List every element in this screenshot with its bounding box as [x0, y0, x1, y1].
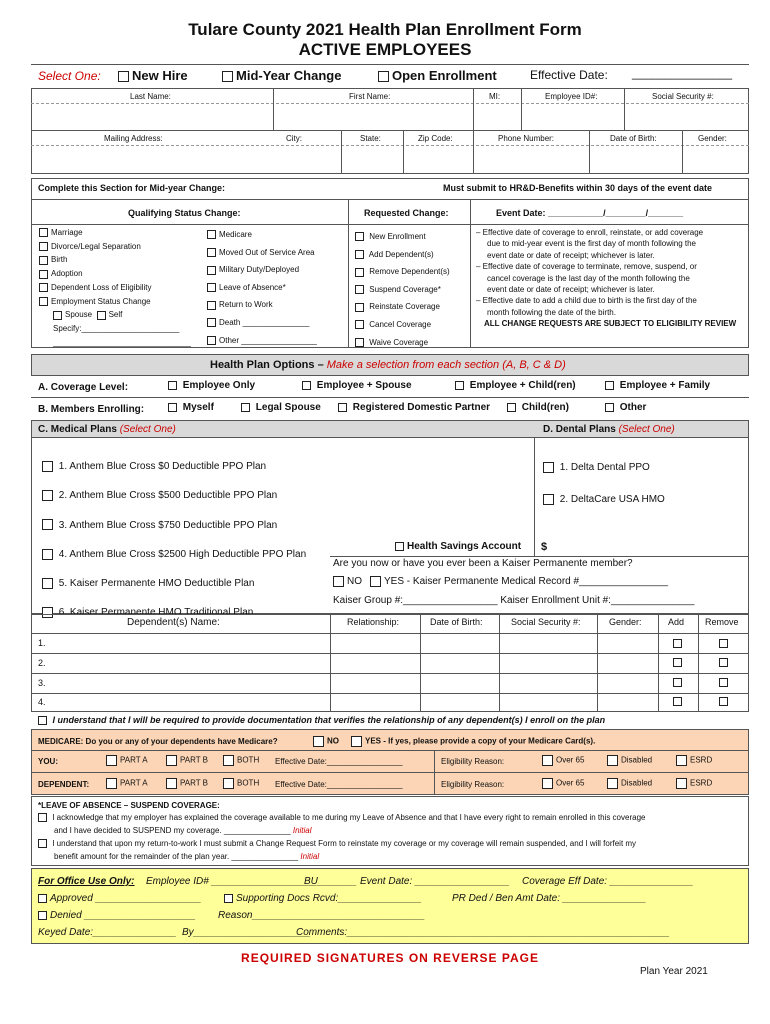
request-item[interactable]: Suspend Coverage* [355, 281, 450, 299]
ssn-label: Social Security #: [652, 92, 714, 101]
request-item[interactable]: Waive Coverage [355, 334, 450, 352]
coverage-option[interactable]: Employee + Child(ren) [455, 380, 576, 391]
medical-plan-option[interactable]: 6. Kaiser Permanente HMO Traditional Plan [42, 598, 306, 627]
office-use-label: For Office Use Only: [38, 876, 135, 887]
dep-part-b[interactable]: PART B [166, 778, 208, 789]
self-option[interactable]: Self [97, 310, 123, 319]
request-item[interactable]: New Enrollment [355, 228, 450, 246]
new-hire-option[interactable]: New Hire [118, 68, 188, 83]
options-heading: Health Plan Options – Make a selection from each section (A, B, C & D) [210, 359, 566, 371]
loa-ack-2[interactable]: I understand that upon my return-to-work I must submit a Change Request Form to reinstate my coverage or my coverage will remain suspended, and I will forfeit my [38, 839, 636, 848]
qual-item[interactable]: Adoption [39, 267, 191, 281]
loa-initial-1[interactable]: and I have decided to SUSPEND my coverage. _______________ Initial [54, 826, 312, 835]
signature-notice: REQUIRED SIGNATURES ON REVERSE PAGE [241, 951, 539, 965]
dep-row-number: 3. [38, 678, 46, 688]
mid-year-option[interactable]: Mid-Year Change [222, 68, 341, 83]
first-name-label: First Name: [349, 92, 391, 101]
specify-field[interactable]: Specify:______________________ [53, 323, 180, 333]
qual-item[interactable]: Birth [39, 253, 191, 267]
requested-list [355, 228, 450, 351]
dep-add-header: Add [668, 617, 685, 627]
you-esrd[interactable]: ESRD [676, 755, 712, 766]
qual-item[interactable]: Military Duty/Deployed [207, 261, 317, 279]
dep-gender-header: Gender: [609, 617, 642, 627]
loa-initial-2[interactable]: benefit amount for the remainder of the plan year. _______________ Initial [54, 852, 320, 861]
form-subtitle: ACTIVE EMPLOYEES [298, 40, 472, 59]
medical-plan-option[interactable]: 5. Kaiser Permanente HMO Deductible Plan [42, 569, 306, 598]
medical-plan-list [42, 452, 306, 628]
mailing-address-label: Mailing Address: [104, 134, 163, 143]
office-denied[interactable]: Denied ____________________ [38, 910, 196, 921]
medicare-no[interactable]: NO [313, 736, 339, 747]
effective-date-label: Effective Date: [530, 68, 608, 82]
dep-disabled[interactable]: Disabled [607, 778, 652, 789]
office-coverage-date[interactable]: Coverage Eff Date: _______________ [522, 876, 694, 887]
member-option[interactable]: Myself [168, 402, 214, 413]
gender-label: Gender: [698, 134, 727, 143]
dep-remove-header: Remove [705, 617, 739, 627]
request-item[interactable]: Remove Dependent(s) [355, 263, 450, 281]
dependent-label: DEPENDENT: [38, 780, 90, 789]
dep-relationship-header: Relationship: [347, 617, 400, 627]
dental-plan-option[interactable]: 2. DeltaCare USA HMO [543, 494, 665, 505]
medical-plan-option[interactable]: 1. Anthem Blue Cross $0 Deductible PPO Plan [42, 452, 306, 481]
you-part-a[interactable]: PART A [106, 755, 148, 766]
event-date-field[interactable]: Event Date: ___________/________/_______ [496, 208, 684, 218]
you-eligibility-label: Eligibility Reason: [441, 757, 505, 766]
dep-remove-checkbox[interactable] [719, 696, 731, 706]
select-one-label: Select One: [38, 69, 101, 83]
qual-item[interactable]: Employment Status Change [39, 295, 191, 309]
dep-add-checkbox[interactable] [673, 638, 685, 648]
dep-dob-header: Date of Birth: [430, 617, 483, 627]
you-label: YOU: [38, 757, 58, 766]
qual-item[interactable]: Moved Out of Service Area [207, 244, 317, 262]
requested-header: Requested Change: [364, 208, 449, 218]
qualifying-list-2 [207, 226, 317, 349]
request-item[interactable]: Reinstate Coverage [355, 298, 450, 316]
loa-ack-1[interactable]: I acknowledge that my employer has explained the coverage available to me during my Leave of Absence and that I have every right to remain enrolled in this coverage [38, 813, 645, 822]
qual-item[interactable]: Other _________________ [207, 332, 317, 350]
dep-over65[interactable]: Over 65 [542, 778, 584, 789]
dep-effective-date[interactable]: Effective Date:_________________ [275, 780, 403, 789]
medicare-yes[interactable]: YES - If yes, please provide a copy of your Medicare Card(s). [351, 736, 595, 747]
kaiser-yes-option[interactable]: YES - Kaiser Permanente Medical Record #________________ [370, 576, 668, 587]
kaiser-no-option[interactable]: NO [333, 576, 362, 587]
dep-both[interactable]: BOTH [223, 778, 259, 789]
specify-field-2[interactable]: _______________________________ [53, 337, 191, 347]
spouse-option[interactable]: Spouse [53, 310, 92, 319]
coverage-level-label: A. Coverage Level: [38, 382, 129, 393]
hsa-option[interactable]: Health Savings Account [395, 541, 521, 552]
dep-part-a[interactable]: PART A [106, 778, 148, 789]
you-over65[interactable]: Over 65 [542, 755, 584, 766]
midyear-instructions: Complete this Section for Mid-year Change: [38, 183, 226, 193]
member-option[interactable]: Child(ren) [507, 402, 569, 413]
dep-row-number: 2. [38, 658, 46, 668]
zip-label: Zip Code: [418, 134, 453, 143]
dep-remove-checkbox[interactable] [719, 677, 731, 687]
qualifying-header: Qualifying Status Change: [128, 208, 241, 218]
last-name-label: Last Name: [130, 92, 171, 101]
effective-date-notes: – Effective date of coverage to enroll, reinstate, or add coverage due to mid-year event is the first day of month following the event date or date of receipt; whichever is later. – Effective date of coverage to terminate, remove, suspend, or cancel coverage is the last day of the month following the event date or date of receipt; whichever is later. – Effective date to add a child due to birth is the first day of the month following the date of the birth. ALL CHANGE REQUESTS ARE SUBJECT TO ELIGIBILITY REVIEW [476, 228, 737, 329]
you-both[interactable]: BOTH [223, 755, 259, 766]
dep-ssn-header: Social Security #: [511, 617, 581, 627]
dep-remove-checkbox[interactable] [719, 638, 731, 648]
loa-title: *LEAVE OF ABSENCE – SUSPEND COVERAGE: [38, 801, 220, 810]
qual-item[interactable]: Dependent Loss of Eligibility [39, 281, 191, 295]
office-pr-ded[interactable]: PR Ded / Ben Amt Date: _______________ [452, 893, 647, 904]
dep-row-number: 1. [38, 638, 46, 648]
qual-item[interactable]: Marriage [39, 226, 191, 240]
state-label: State: [360, 134, 381, 143]
you-effective-date[interactable]: Effective Date:_________________ [275, 757, 403, 766]
dep-add-checkbox[interactable] [673, 677, 685, 687]
hsa-amount[interactable]: $ [541, 541, 548, 553]
qual-item[interactable]: Leave of Absence* [207, 279, 317, 297]
dob-label: Date of Birth: [610, 134, 657, 143]
medical-plans-label: C. Medical Plans (Select One) [38, 424, 176, 435]
mi-label: MI: [489, 92, 501, 101]
member-option[interactable]: Other [605, 402, 646, 413]
employee-id-label: Employee ID#: [545, 92, 598, 101]
open-enrollment-option[interactable]: Open Enrollment [378, 68, 497, 83]
kaiser-group-field[interactable]: Kaiser Group #:_________________ Kaiser Enrollment Unit #:_______________ [333, 595, 695, 606]
qual-item[interactable]: Death _______________ [207, 314, 317, 332]
qual-item[interactable]: Return to Work [207, 296, 317, 314]
office-reason[interactable]: Reason_______________________________ [218, 910, 425, 921]
dep-add-checkbox[interactable] [673, 696, 685, 706]
medical-plan-option[interactable]: 3. Anthem Blue Cross $750 Deductible PPO Plan [42, 511, 306, 540]
qual-item[interactable]: Divorce/Legal Separation [39, 240, 191, 254]
office-keyed-date[interactable]: Keyed Date:_______________ [38, 927, 177, 938]
dental-plans-label: D. Dental Plans (Select One) [543, 424, 675, 435]
member-option[interactable]: Registered Domestic Partner [338, 402, 490, 413]
coverage-option[interactable]: Employee + Family [605, 380, 710, 391]
dental-plan-option[interactable]: 1. Delta Dental PPO [543, 462, 650, 473]
office-comments[interactable]: Comments:__________________________________________________________ [296, 927, 670, 938]
dep-esrd[interactable]: ESRD [676, 778, 712, 789]
medical-plan-option[interactable]: 4. Anthem Blue Cross $2500 High Deductible PPO Plan [42, 540, 306, 569]
office-by[interactable]: By_____________________ [182, 927, 311, 938]
city-label: City: [286, 134, 302, 143]
dep-row-number: 4. [38, 697, 46, 707]
dep-remove-checkbox[interactable] [719, 657, 731, 667]
coverage-option[interactable]: Employee + Spouse [302, 380, 412, 391]
member-option[interactable]: Legal Spouse [241, 402, 321, 413]
effective-date-field[interactable]: _______________ [632, 66, 733, 80]
plan-year: Plan Year 2021 [640, 966, 708, 977]
office-approved[interactable]: Approved ___________________ [38, 893, 201, 904]
you-part-b[interactable]: PART B [166, 755, 208, 766]
request-item[interactable]: Cancel Coverage [355, 316, 450, 334]
medical-plan-option[interactable]: 2. Anthem Blue Cross $500 Deductible PPO Plan [42, 481, 306, 510]
qualifying-list-1 [39, 226, 191, 349]
coverage-option[interactable]: Employee Only [168, 380, 255, 391]
medicare-question: MEDICARE: Do you or any of your dependents have Medicare? [38, 737, 278, 746]
request-item[interactable]: Add Dependent(s) [355, 246, 450, 264]
phone-label: Phone Number: [498, 134, 555, 143]
kaiser-question: Are you now or have you ever been a Kaiser Permanente member? [333, 558, 633, 569]
dep-name-header: Dependent(s) Name: [127, 617, 220, 628]
office-supporting-docs[interactable]: Supporting Docs Rcvd:_______________ [224, 893, 422, 904]
members-enrolling-label: B. Members Enrolling: [38, 404, 145, 415]
office-event-date[interactable]: Event Date: _________________ [360, 876, 510, 887]
office-employee-id[interactable]: Employee ID# ___________________ [146, 876, 318, 887]
office-bu[interactable]: BU_______ [304, 876, 357, 887]
you-disabled[interactable]: Disabled [607, 755, 652, 766]
dependent-ack-option[interactable]: I understand that I will be required to provide documentation that verifies the relationship of any dependent(s) I enroll on the plan [38, 715, 605, 725]
form-title: Tulare County 2021 Health Plan Enrollment Form [188, 20, 582, 39]
midyear-deadline: Must submit to HR&D-Benefits within 30 days of the event date [443, 183, 713, 193]
dep-eligibility-label: Eligibility Reason: [441, 780, 505, 789]
qual-item[interactable]: Medicare [207, 226, 317, 244]
dep-add-checkbox[interactable] [673, 657, 685, 667]
